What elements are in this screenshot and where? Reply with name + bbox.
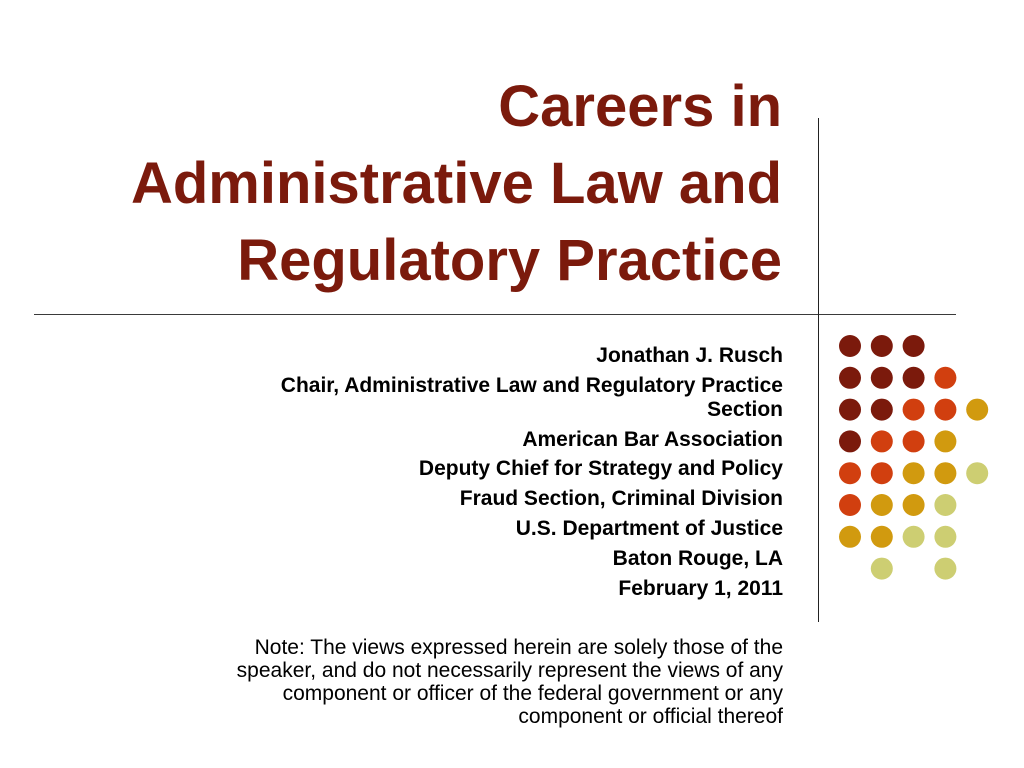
decorative-dot <box>839 367 861 389</box>
title-line-3: Regulatory Practice <box>237 228 782 293</box>
decorative-dot <box>871 335 893 357</box>
presenter-info <box>100 344 783 606</box>
date: February 1, 2011 <box>618 576 783 600</box>
title-line-2: Administrative Law and <box>130 151 782 216</box>
decorative-dot <box>934 367 956 389</box>
decorative-dot <box>934 399 956 421</box>
decorative-dot <box>903 367 925 389</box>
decorative-dot <box>903 399 925 421</box>
title-line-1: Careers in <box>498 74 782 139</box>
decorative-dot <box>839 462 861 484</box>
decorative-dot <box>871 558 893 580</box>
decorative-dot <box>871 430 893 452</box>
decorative-dot <box>903 430 925 452</box>
presenter-role-line-1: Chair, Administrative Law and Regulatory Practice <box>280 373 783 397</box>
decorative-dot <box>839 430 861 452</box>
decorative-dot <box>966 399 988 421</box>
decorative-dot <box>903 526 925 548</box>
decorative-dot <box>966 462 988 484</box>
note-line-1: Note: The views expressed herein are solely those of the <box>254 636 783 659</box>
department: U.S. Department of Justice <box>515 516 783 540</box>
decorative-dot <box>839 526 861 548</box>
decorative-dot <box>903 462 925 484</box>
decorative-dot <box>871 494 893 516</box>
presenter-role-line-2: Section <box>707 397 783 421</box>
decorative-dot <box>934 558 956 580</box>
note-line-2: speaker, and do not necessarily represent the views of any <box>236 659 783 682</box>
decorative-dot <box>871 462 893 484</box>
decorative-dot <box>871 526 893 548</box>
vertical-divider <box>818 118 819 622</box>
decorative-dot <box>934 430 956 452</box>
slide-title <box>40 68 782 299</box>
organization: American Bar Association <box>522 427 783 451</box>
decorative-dot <box>903 494 925 516</box>
decorative-dot <box>903 335 925 357</box>
decorative-dot <box>839 335 861 357</box>
decorative-dot <box>871 399 893 421</box>
decorative-dot <box>934 462 956 484</box>
decorative-dot <box>934 494 956 516</box>
position-title: Deputy Chief for Strategy and Policy <box>418 457 783 481</box>
presenter-name: Jonathan J. Rusch <box>596 344 783 367</box>
disclaimer-note <box>100 636 783 728</box>
decorative-dot <box>839 494 861 516</box>
note-line-4: component or official thereof <box>518 705 783 728</box>
location: Baton Rouge, LA <box>612 546 783 570</box>
decorative-dot <box>871 367 893 389</box>
note-line-3: component or officer of the federal government or any <box>282 682 783 705</box>
division: Fraud Section, Criminal Division <box>459 487 783 511</box>
decorative-dot <box>934 526 956 548</box>
decorative-dot <box>839 399 861 421</box>
